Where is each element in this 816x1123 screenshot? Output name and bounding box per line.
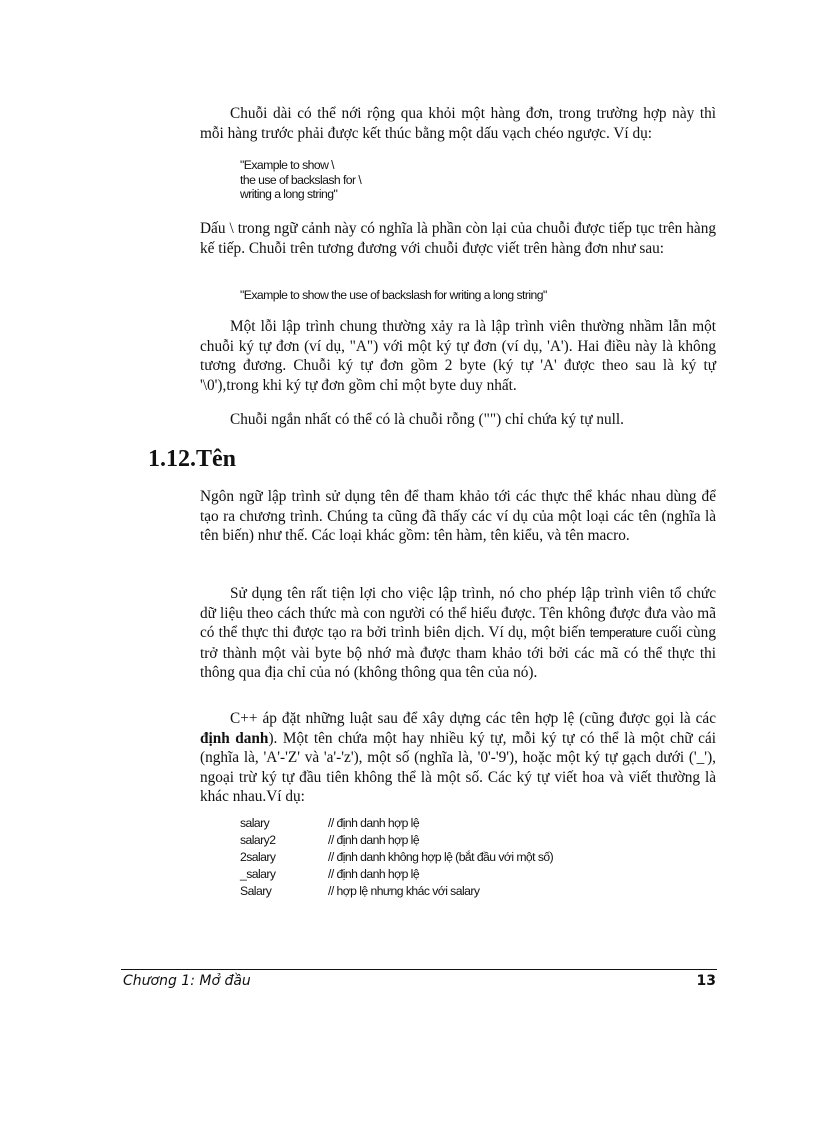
footer-chapter-title: Chương 1: Mở đầu xyxy=(123,973,251,989)
identifier-name: _salary xyxy=(240,867,276,881)
code-line: writing a long string" xyxy=(240,187,338,202)
identifier-row xyxy=(240,832,553,849)
page-number: 13 xyxy=(696,973,716,989)
paragraph-names-intro: Ngôn ngữ lập trình sử dụng tên để tham khảo tới các thực thể khác nhau dùng để tạo ra chương trình. Chúng ta cũng đã thấy các ví dụ của một loại các tên (nghĩa là tên biến) như thế. Các loại khác gồm: tên hàm, tên kiểu, và tên macro. xyxy=(200,488,716,545)
code-example-single-line: "Example to show the use of backslash for writing a long string" xyxy=(240,288,547,302)
section-heading: 1.12.Tên xyxy=(148,446,237,472)
footer-divider xyxy=(121,969,717,970)
identifier-row xyxy=(240,815,553,832)
identifier-name: salary2 xyxy=(240,833,276,847)
paragraph-text: Sử dụng tên rất tiện lợi cho việc lập trình, nó cho phép lập trình viên tổ chức dữ liệu theo cách thức mà con người có thể hiểu được. Tên không được đưa vào mã có thể thực thi được tạo ra bởi trình biên dịch. Ví dụ, một biến xyxy=(200,585,716,642)
paragraph-names-usage xyxy=(200,584,716,683)
paragraph-text: C++ áp đặt những luật sau để xây dựng các tên hợp lệ (cũng được gọi là các xyxy=(230,710,716,727)
identifier-comment: // định danh hợp lệ xyxy=(328,867,420,881)
paragraph-backslash-meaning: Dấu \ trong ngữ cảnh này có nghĩa là phần còn lại của chuỗi được tiếp tục trên hàng kế tiếp. Chuỗi trên tương đương với chuỗi được viết trên hàng đơn như sau: xyxy=(200,220,716,257)
code-line: "Example to show \ xyxy=(240,158,335,172)
inline-code-temperature: temperature xyxy=(589,626,652,641)
identifier-examples xyxy=(240,815,553,900)
bold-term-identifier: định danh xyxy=(200,729,269,747)
identifier-row xyxy=(240,849,553,866)
paragraph-text: cuối cùng trở thành một vài byte bộ nhớ mà được tham khảo tới bởi các mã có thể thực thi thông qua địa chỉ của nó (không thông qua tên của nó). xyxy=(200,624,716,682)
identifier-comment: // định danh không hợp lệ (bắt đầu với một số) xyxy=(328,850,554,864)
paragraph-text: ). Một tên chứa một hay nhiều ký tự, mỗi ký tự có thể là một chữ cái (nghĩa là, 'A'-'Z' và 'a'-'z'), một số (nghĩa là, '0'-'9'), hoặc một ký tự gạch dưới ('_'), ngoại trừ ký tự đầu tiên không thể là một số. Các ký tự viết hoa và viết thường là khác nhau.Ví dụ: xyxy=(200,729,716,806)
identifier-row xyxy=(240,866,553,883)
paragraph-empty-string: Chuỗi ngắn nhất có thể có là chuỗi rỗng ("") chỉ chứa ký tự null. xyxy=(230,411,624,428)
paragraph-identifier-rules xyxy=(200,709,716,807)
identifier-name: Salary xyxy=(240,884,272,898)
identifier-comment: // định danh hợp lệ xyxy=(328,816,420,830)
identifier-row xyxy=(240,883,553,900)
code-line: the use of backslash for \ xyxy=(240,172,362,187)
paragraph-multiline-strings: Chuỗi dài có thể nới rộng qua khỏi một hàng đơn, trong trường hợp này thì mỗi hàng trước phải được kết thúc bằng một dấu vạch chéo ngược. Ví dụ: xyxy=(200,105,716,142)
identifier-comment: // hợp lệ nhưng khác với salary xyxy=(328,884,480,898)
code-example-backslash xyxy=(240,158,361,202)
paragraph-common-error: Một lỗi lập trình chung thường xảy ra là lập trình viên thường nhầm lẫn một chuỗi ký tự đơn (ví dụ, "A") với một ký tự đơn (ví dụ, 'A'). Hai điều này là không tương đương. Chuỗi ký tự đơn gồm 2 byte (ký tự 'A' được theo sau là ký tự '\0'),trong khi ký tự đơn gồm chỉ một byte duy nhất. xyxy=(200,318,716,394)
identifier-name: 2salary xyxy=(240,850,276,864)
identifier-comment: // định danh hợp lệ xyxy=(328,833,420,847)
identifier-name: salary xyxy=(240,816,270,830)
